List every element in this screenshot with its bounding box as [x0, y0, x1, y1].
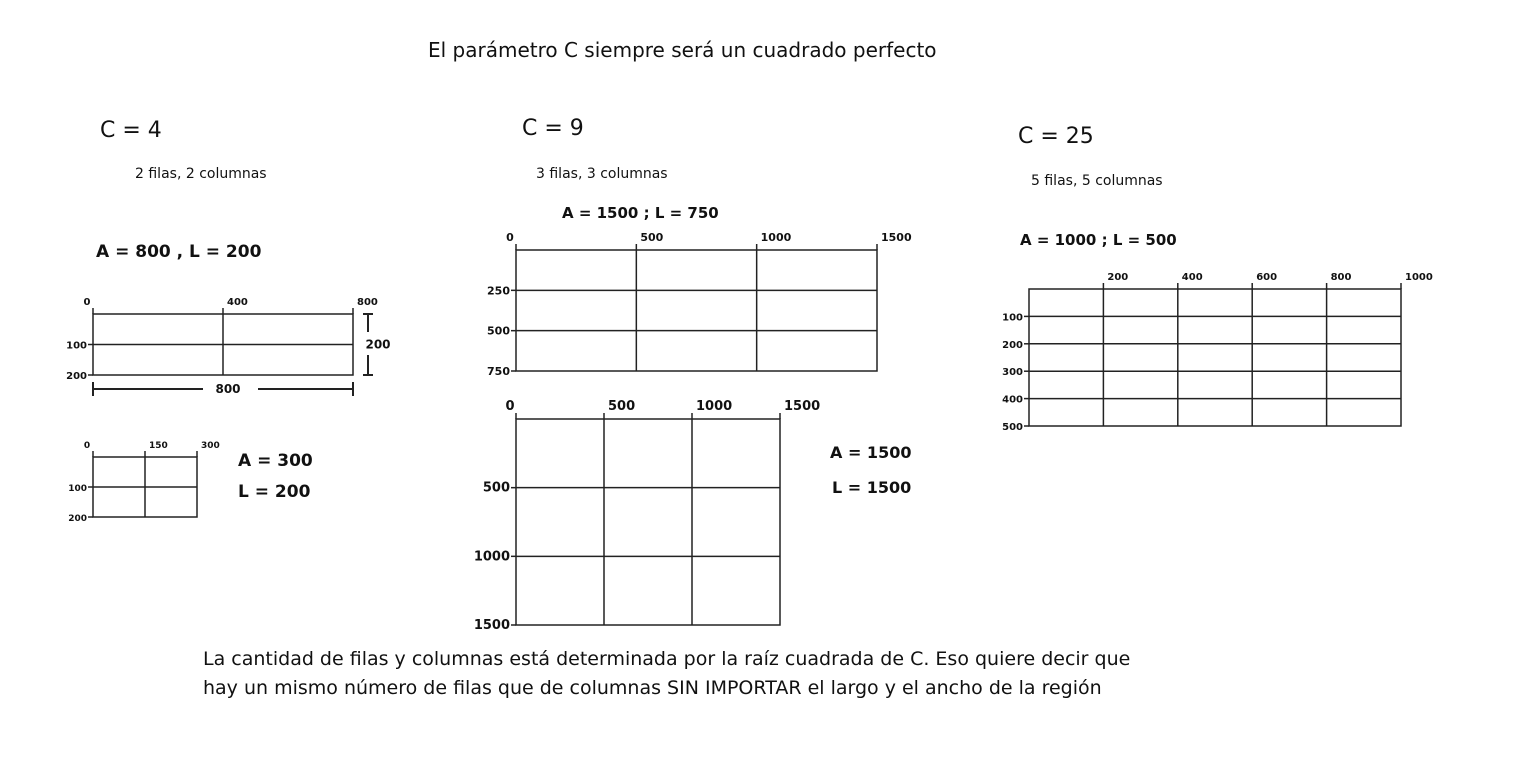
- grid1-dims: A = 800 , L = 200: [96, 242, 262, 262]
- grid5-y-tick-label: 200: [1002, 339, 1023, 351]
- grid5-x-tick-label: 400: [1181, 272, 1203, 283]
- grid4-x-tick-label: 1500: [784, 399, 821, 414]
- grid3-y-tick-label: 750: [487, 365, 510, 378]
- grid1-y-tick-label: 100: [66, 340, 87, 352]
- grid4-border: [516, 419, 780, 625]
- grid3-dims: A = 1500 ; L = 750: [562, 204, 719, 222]
- c-label-9: C = 9: [522, 116, 584, 141]
- diagram-title: El parámetro C siempre será un cuadrado perfecto: [428, 38, 937, 62]
- grid2-dims-a: A = 300: [238, 451, 313, 471]
- grid1-width-dimension-label: 800: [215, 382, 241, 396]
- grid4-y-tick-label: 1500: [473, 618, 510, 633]
- grid3-x-tick-label: 1000: [760, 231, 792, 244]
- c-label-25: C = 25: [1018, 124, 1094, 149]
- grid4-x-tick-label: 0: [505, 399, 515, 414]
- footer-line-2: hay un mismo número de filas que de columnas SIN IMPORTAR el largo y el ancho de la región: [203, 677, 1102, 699]
- grid2-y-tick-label: 100: [68, 484, 87, 494]
- grid5-x-tick-label: 800: [1330, 272, 1352, 283]
- grid1-height-dimension-label: 200: [365, 337, 391, 352]
- grid5-y-tick-label: 400: [1002, 394, 1023, 406]
- grid5-x-tick-label: 200: [1107, 272, 1129, 283]
- grid5-y-tick-label: 500: [1002, 422, 1023, 433]
- c-label-4: C = 4: [100, 118, 162, 143]
- desc-9: 3 filas, 3 columnas: [536, 166, 668, 182]
- grid3-y-tick-label: 250: [487, 284, 510, 298]
- grid4-y-tick-label: 1000: [473, 549, 510, 565]
- grid5-x-tick-label: 1000: [1405, 272, 1433, 283]
- footer-line-1: La cantidad de filas y columnas está determinada por la raíz cuadrada de C. Eso quiere decir que: [203, 648, 1131, 670]
- grid4-x-tick-label: 500: [608, 399, 636, 414]
- grid4-y-tick-label: 500: [482, 480, 510, 496]
- grid5-border: [1029, 289, 1401, 426]
- grid5-dims: A = 1000 ; L = 500: [1020, 231, 1177, 249]
- grid2-x-tick-label: 0: [83, 441, 91, 451]
- desc-4: 2 filas, 2 columnas: [135, 166, 267, 182]
- grid5-x-tick-label: 600: [1256, 272, 1278, 283]
- grid5-y-tick-label: 300: [1002, 367, 1023, 379]
- grid3-border: [516, 250, 877, 371]
- grid3-x-tick-label: 1500: [881, 231, 912, 244]
- grid1-x-tick-label: 400: [227, 297, 248, 308]
- grid2-x-tick-label: 300: [201, 441, 220, 451]
- grid3-x-tick-label: 500: [640, 231, 664, 244]
- desc-25: 5 filas, 5 columnas: [1031, 173, 1163, 189]
- grid2-y-tick-label: 200: [68, 514, 87, 524]
- grid1-x-tick-label: 0: [83, 297, 91, 308]
- grid5-y-tick-label: 100: [1002, 312, 1023, 324]
- grid4-dims-a: A = 1500: [830, 443, 912, 462]
- grid1-x-tick-label: 800: [357, 297, 378, 308]
- grid3-x-tick-label: 0: [506, 231, 514, 244]
- grid4-x-tick-label: 1000: [696, 399, 733, 414]
- grid2-dims-l: L = 200: [238, 482, 311, 502]
- grid4-dims-l: L = 1500: [832, 478, 912, 497]
- grid3-y-tick-label: 500: [487, 324, 510, 338]
- grid2-x-tick-label: 150: [149, 441, 168, 451]
- grid1-y-tick-label: 200: [66, 371, 87, 382]
